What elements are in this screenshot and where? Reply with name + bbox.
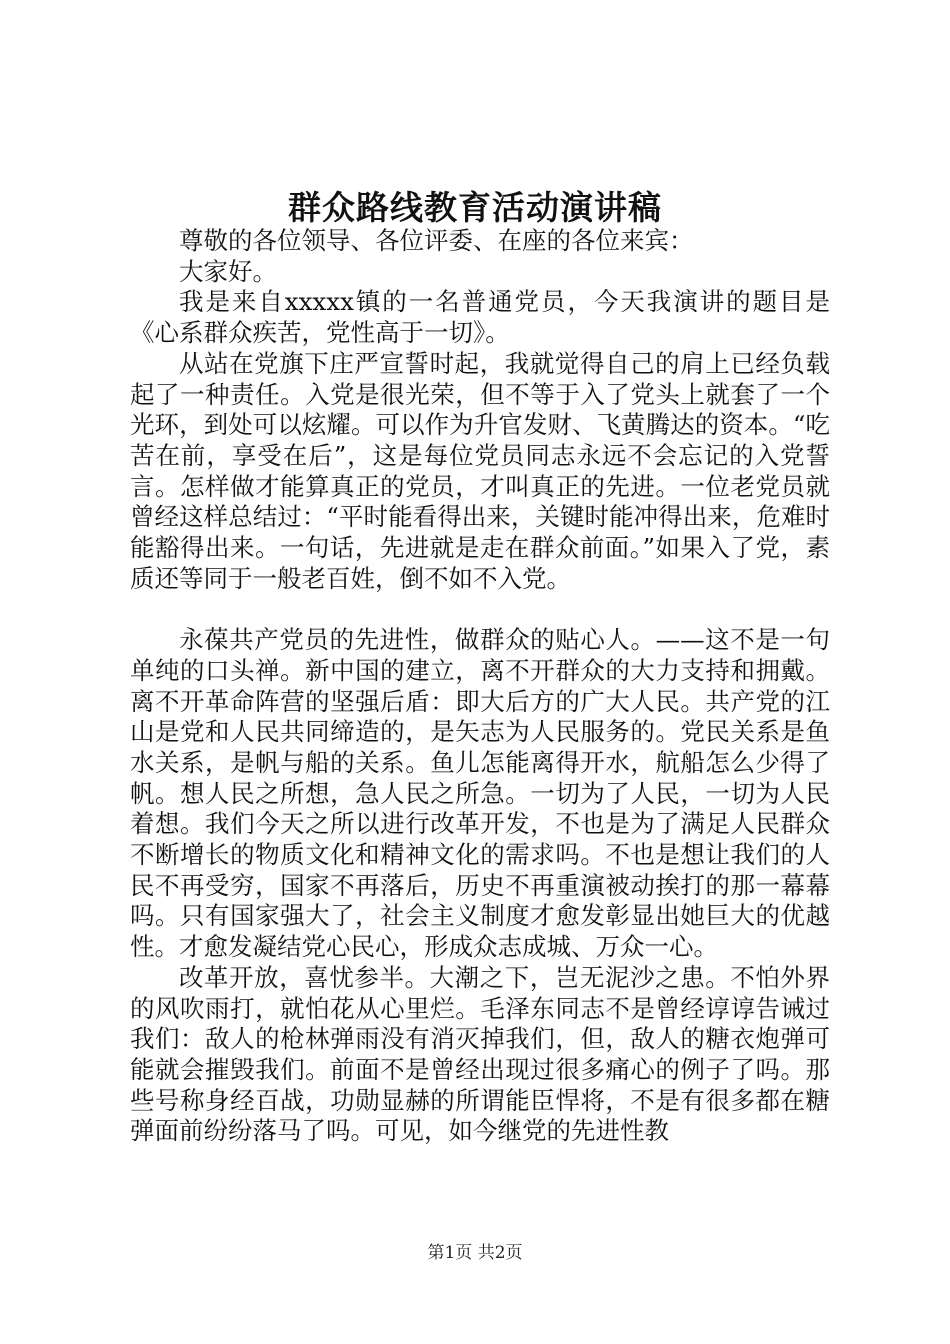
body-paragraph: 从站在党旗下庄严宣誓时起，我就觉得自己的肩上已经负载起了一种责任。入党是很光荣，但不等于入了党头上就套了一个光环，到处可以炫耀。可以作为升官发财、飞黄腾达的资本。“吃苦在前，享受在后”，这是每位党员同志永远不会忘记的入党誓言。怎样做才能算真正的党员，才叫真正的先进。一位老党员就曾经这样总结过：“平时能看得出来，关键时能冲得出来，危难时能豁得出来。一句话，先进就是走在群众前面。”如果入了党，素质还等同于一般老百姓，倒不如不入党。 [130,348,830,593]
greeting-paragraph: 大家好。 [179,256,277,286]
page-number-footer: 第1页 共2页 [427,1243,523,1263]
body-paragraph: 永葆共产党员的先进性，做群众的贴心人。——这不是一句单纯的口头禅。新中国的建立，离不开群众的大力支持和拥戴。离不开革命阵营的坚强后盾：即大后方的广大人民。共产党的江山是党和人民共同缔造的，是矢志为人民服务的。党民关系是鱼水关系，是帆与船的关系。鱼儿怎能离得开水，航船怎么少得了帆。想人民之所想，急人民之所急。一切为了人民，一切为人民着想。我们今天之所以进行改革开发，不也是为了满足人民群众不断增长的物质文化和精神文化的需求吗。不也是想让我们的人民不再受穷，国家不再落后，历史不再重演被动挨打的那一幕幕吗。只有国家强大了，社会主义制度才愈发彰显出她巨大的优越性。才愈发凝结党心民心，形成众志成城、万众一心。 [130,625,830,962]
salutation-paragraph: 尊敬的各位领导、各位评委、在座的各位来宾： [179,226,694,255]
document-body [130,226,830,1147]
body-paragraph: 改革开放，喜忧参半。大潮之下，岂无泥沙之患。不怕外界的风吹雨打，就怕花从心里烂。毛泽东同志不是曾经谆谆告诫过我们：敌人的枪林弹雨没有消灭掉我们，但，敌人的糖衣炮弹可能就会摧毁我们。前面不是曾经出现过很多痛心的例子了吗。那些号称身经百战，功勋显赫的所谓能臣悍将，不是有很多都在糖弹面前纷纷落马了吗。可见，如今继党的先进性教 [130,962,830,1146]
intro-paragraph: 我是来自xxxxx镇的一名普通党员，今天我演讲的题目是《心系群众疾苦，党性高于一切》。 [130,287,830,348]
document-title: 群众路线教育活动演讲稿 [288,188,662,227]
